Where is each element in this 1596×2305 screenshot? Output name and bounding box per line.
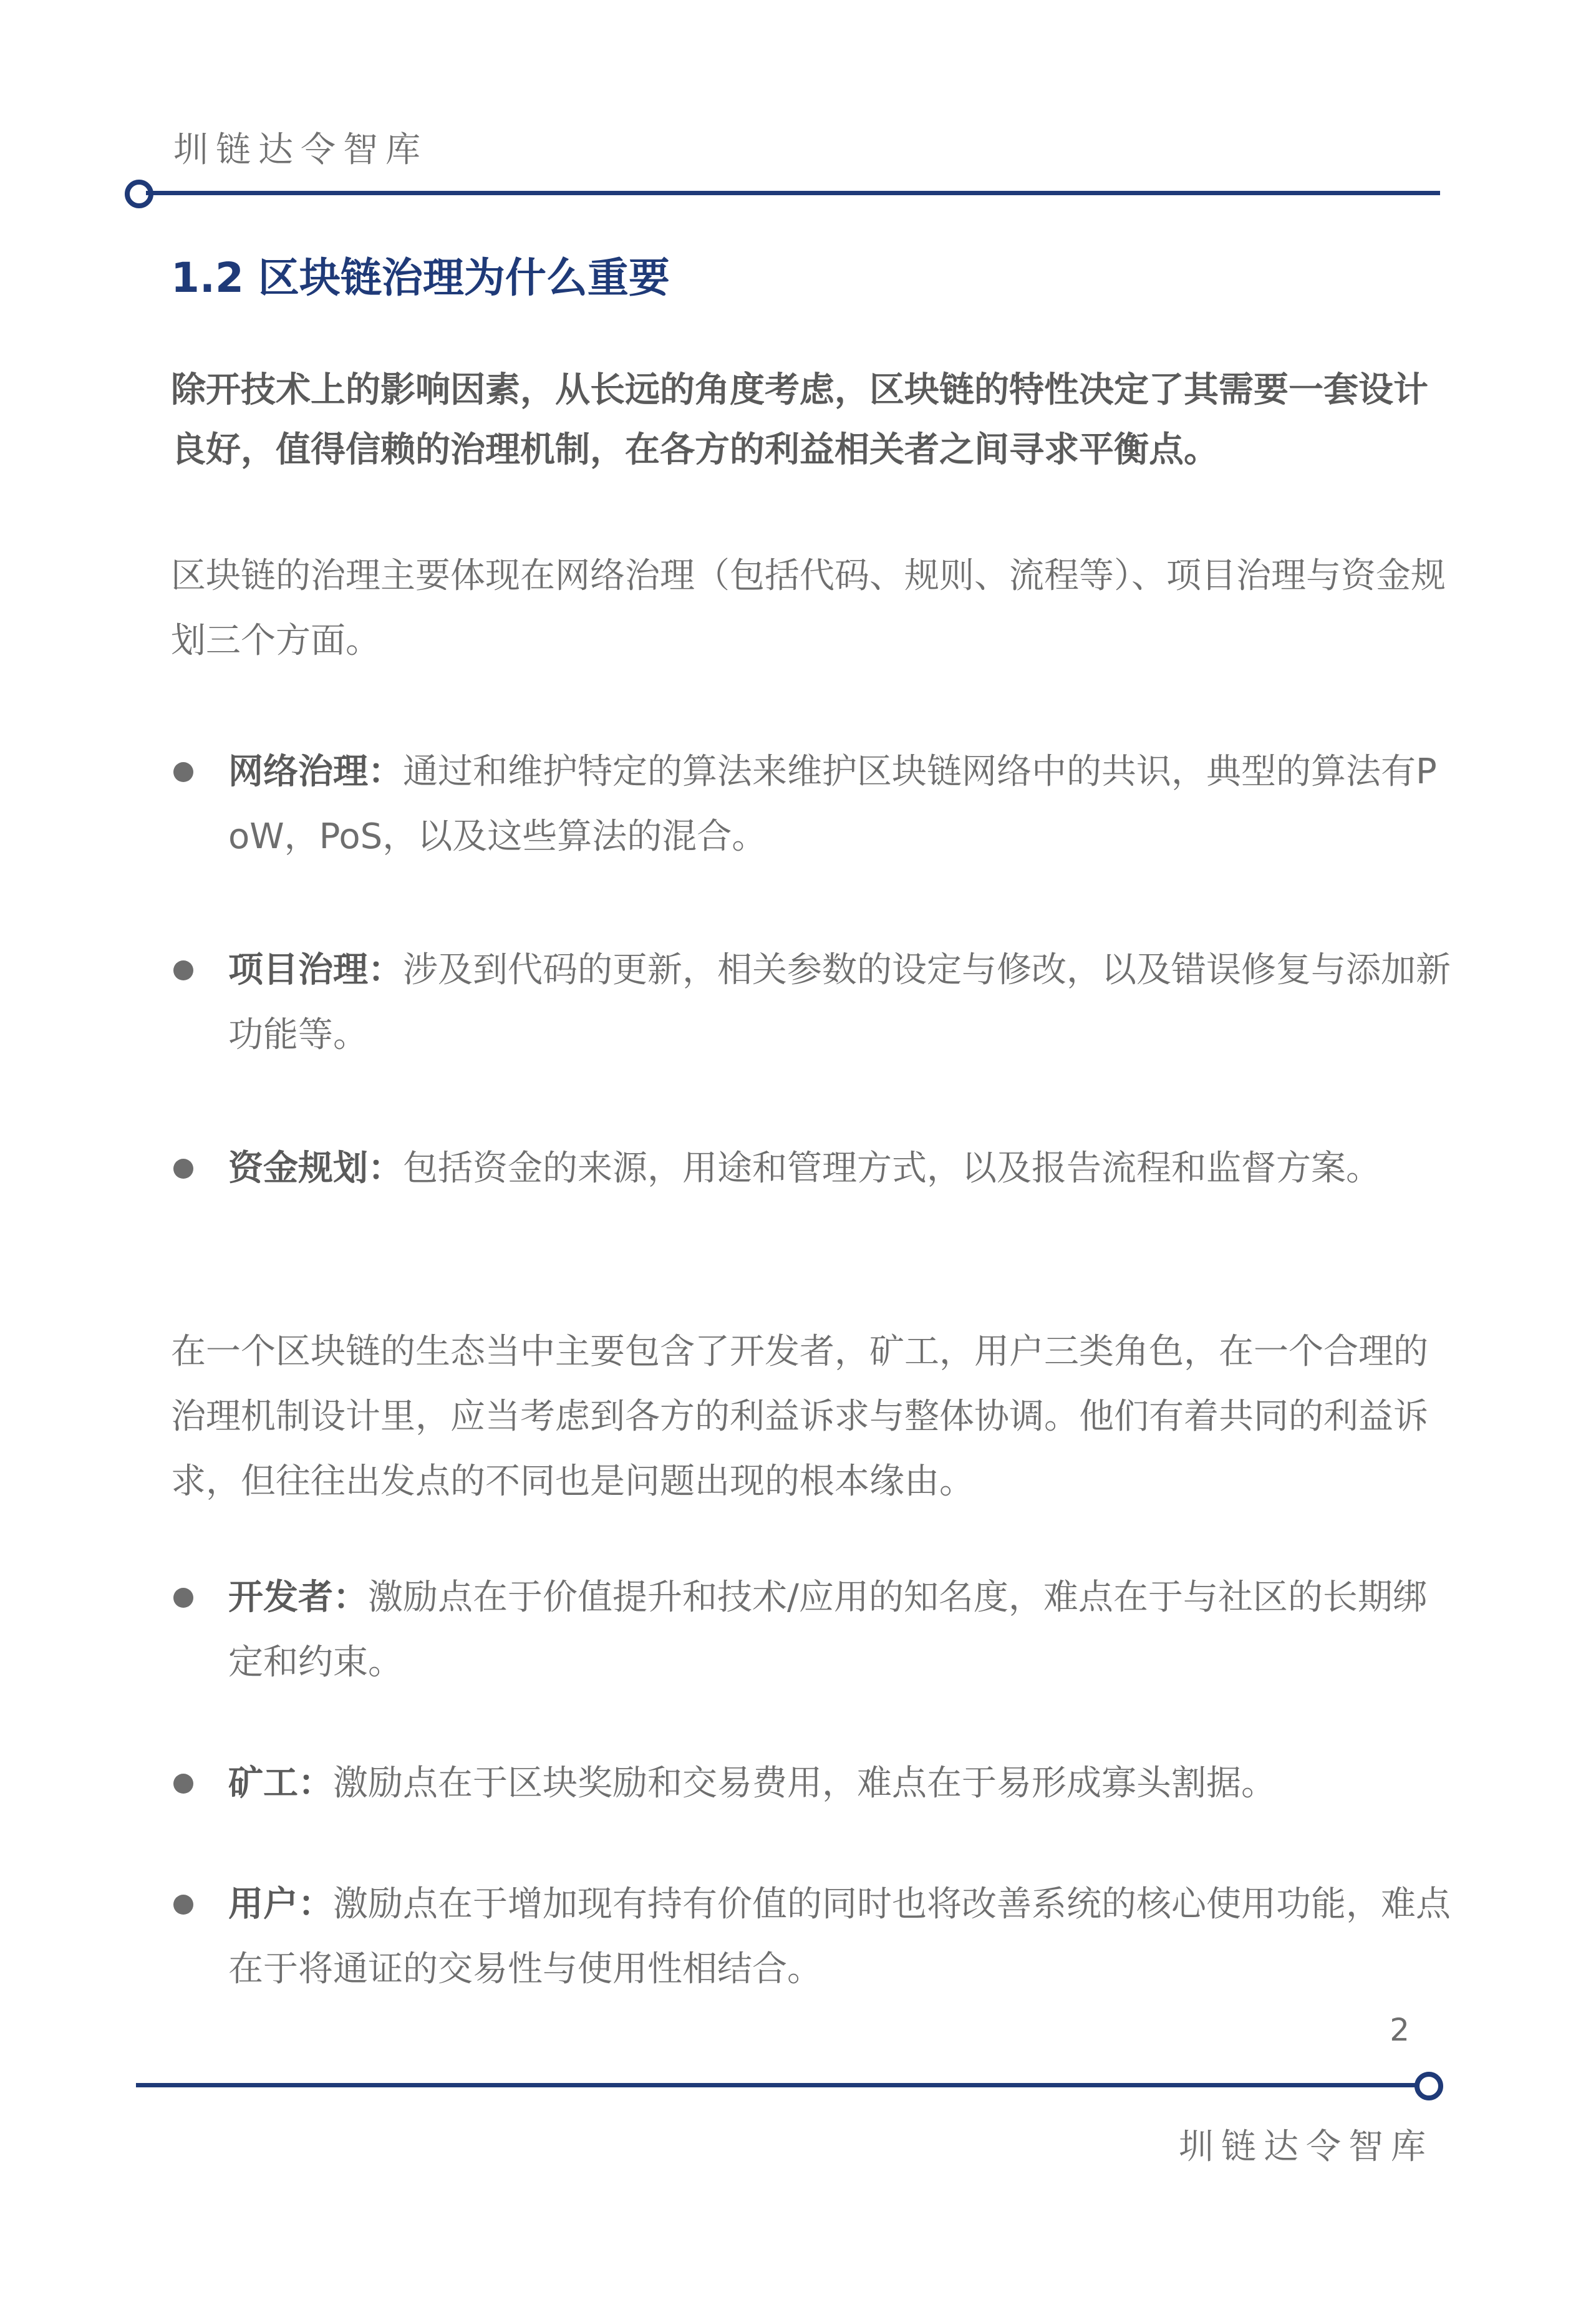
footer-rule-circle-icon xyxy=(1415,2072,1443,2100)
bullet-dot-icon xyxy=(173,960,193,980)
bullet-dot-icon xyxy=(173,1774,193,1794)
intro-paragraph: 除开技术上的影响因素，从长远的角度考虑，区块链的特性决定了其需要一套设计良好，值得信赖的治理机制，在各方的利益相关者之间寻求平衡点。 xyxy=(171,370,1428,470)
bullet-description: 涉及到代码的更新，相关参数的设定与修改，以及错误修复与添加新功能等。 xyxy=(228,950,1451,1055)
bullet-term: 资金规划： xyxy=(228,1148,403,1189)
bullet-term: 开发者： xyxy=(228,1577,368,1618)
bullet-term: 网络治理： xyxy=(228,751,403,792)
bullet-description: 通过和维护特定的算法来维护区块链网络中的共识，典型的算法有PoW，PoS，以及这些算法的混合。 xyxy=(228,751,1437,857)
footer-divider xyxy=(136,2083,1425,2087)
bullet-description: 激励点在于区块奖励和交易费用，难点在于易形成寡头割据。 xyxy=(333,1763,1276,1804)
bullet-description: 激励点在于价值提升和技术/应用的知名度，难点在于与社区的长期绑定和约束。 xyxy=(228,1577,1428,1683)
ecosystem-roles-paragraph: 在一个区块链的生态当中主要包含了开发者，矿工，用户三类角色，在一个合理的治理机制设计里，应当考虑到各方的利益诉求与整体协调。他们有着共同的利益诉求，但往往出发点的不同也是问题出现的根本缘由。 xyxy=(171,1331,1428,1502)
section-title: 1.2 区块链治理为什么重要 xyxy=(171,254,670,302)
bullet-term: 用户： xyxy=(228,1884,333,1925)
bullet-dot-icon xyxy=(173,762,193,782)
bullet-dot-icon xyxy=(173,1895,193,1915)
header-divider xyxy=(146,191,1440,195)
governance-aspects-paragraph: 区块链的治理主要体现在网络治理（包括代码、规则、流程等）、项目治理与资金规划三个方面。 xyxy=(171,556,1446,661)
bullet-term: 项目治理： xyxy=(228,950,403,990)
footer-brand: 圳链达令智库 xyxy=(1179,2127,1433,2167)
bullet-term: 矿工： xyxy=(228,1763,333,1804)
bullet-description: 激励点在于增加现有持有价值的同时也将改善系统的核心使用功能，难点在于将通证的交易性与使用性相结合。 xyxy=(228,1884,1451,1989)
page-number: 2 xyxy=(1390,2012,1410,2048)
header-brand: 圳链达令智库 xyxy=(173,130,428,170)
bullet-description: 包括资金的来源，用途和管理方式，以及报告流程和监督方案。 xyxy=(403,1148,1381,1189)
bullet-dot-icon xyxy=(173,1159,193,1179)
bullet-dot-icon xyxy=(173,1588,193,1608)
